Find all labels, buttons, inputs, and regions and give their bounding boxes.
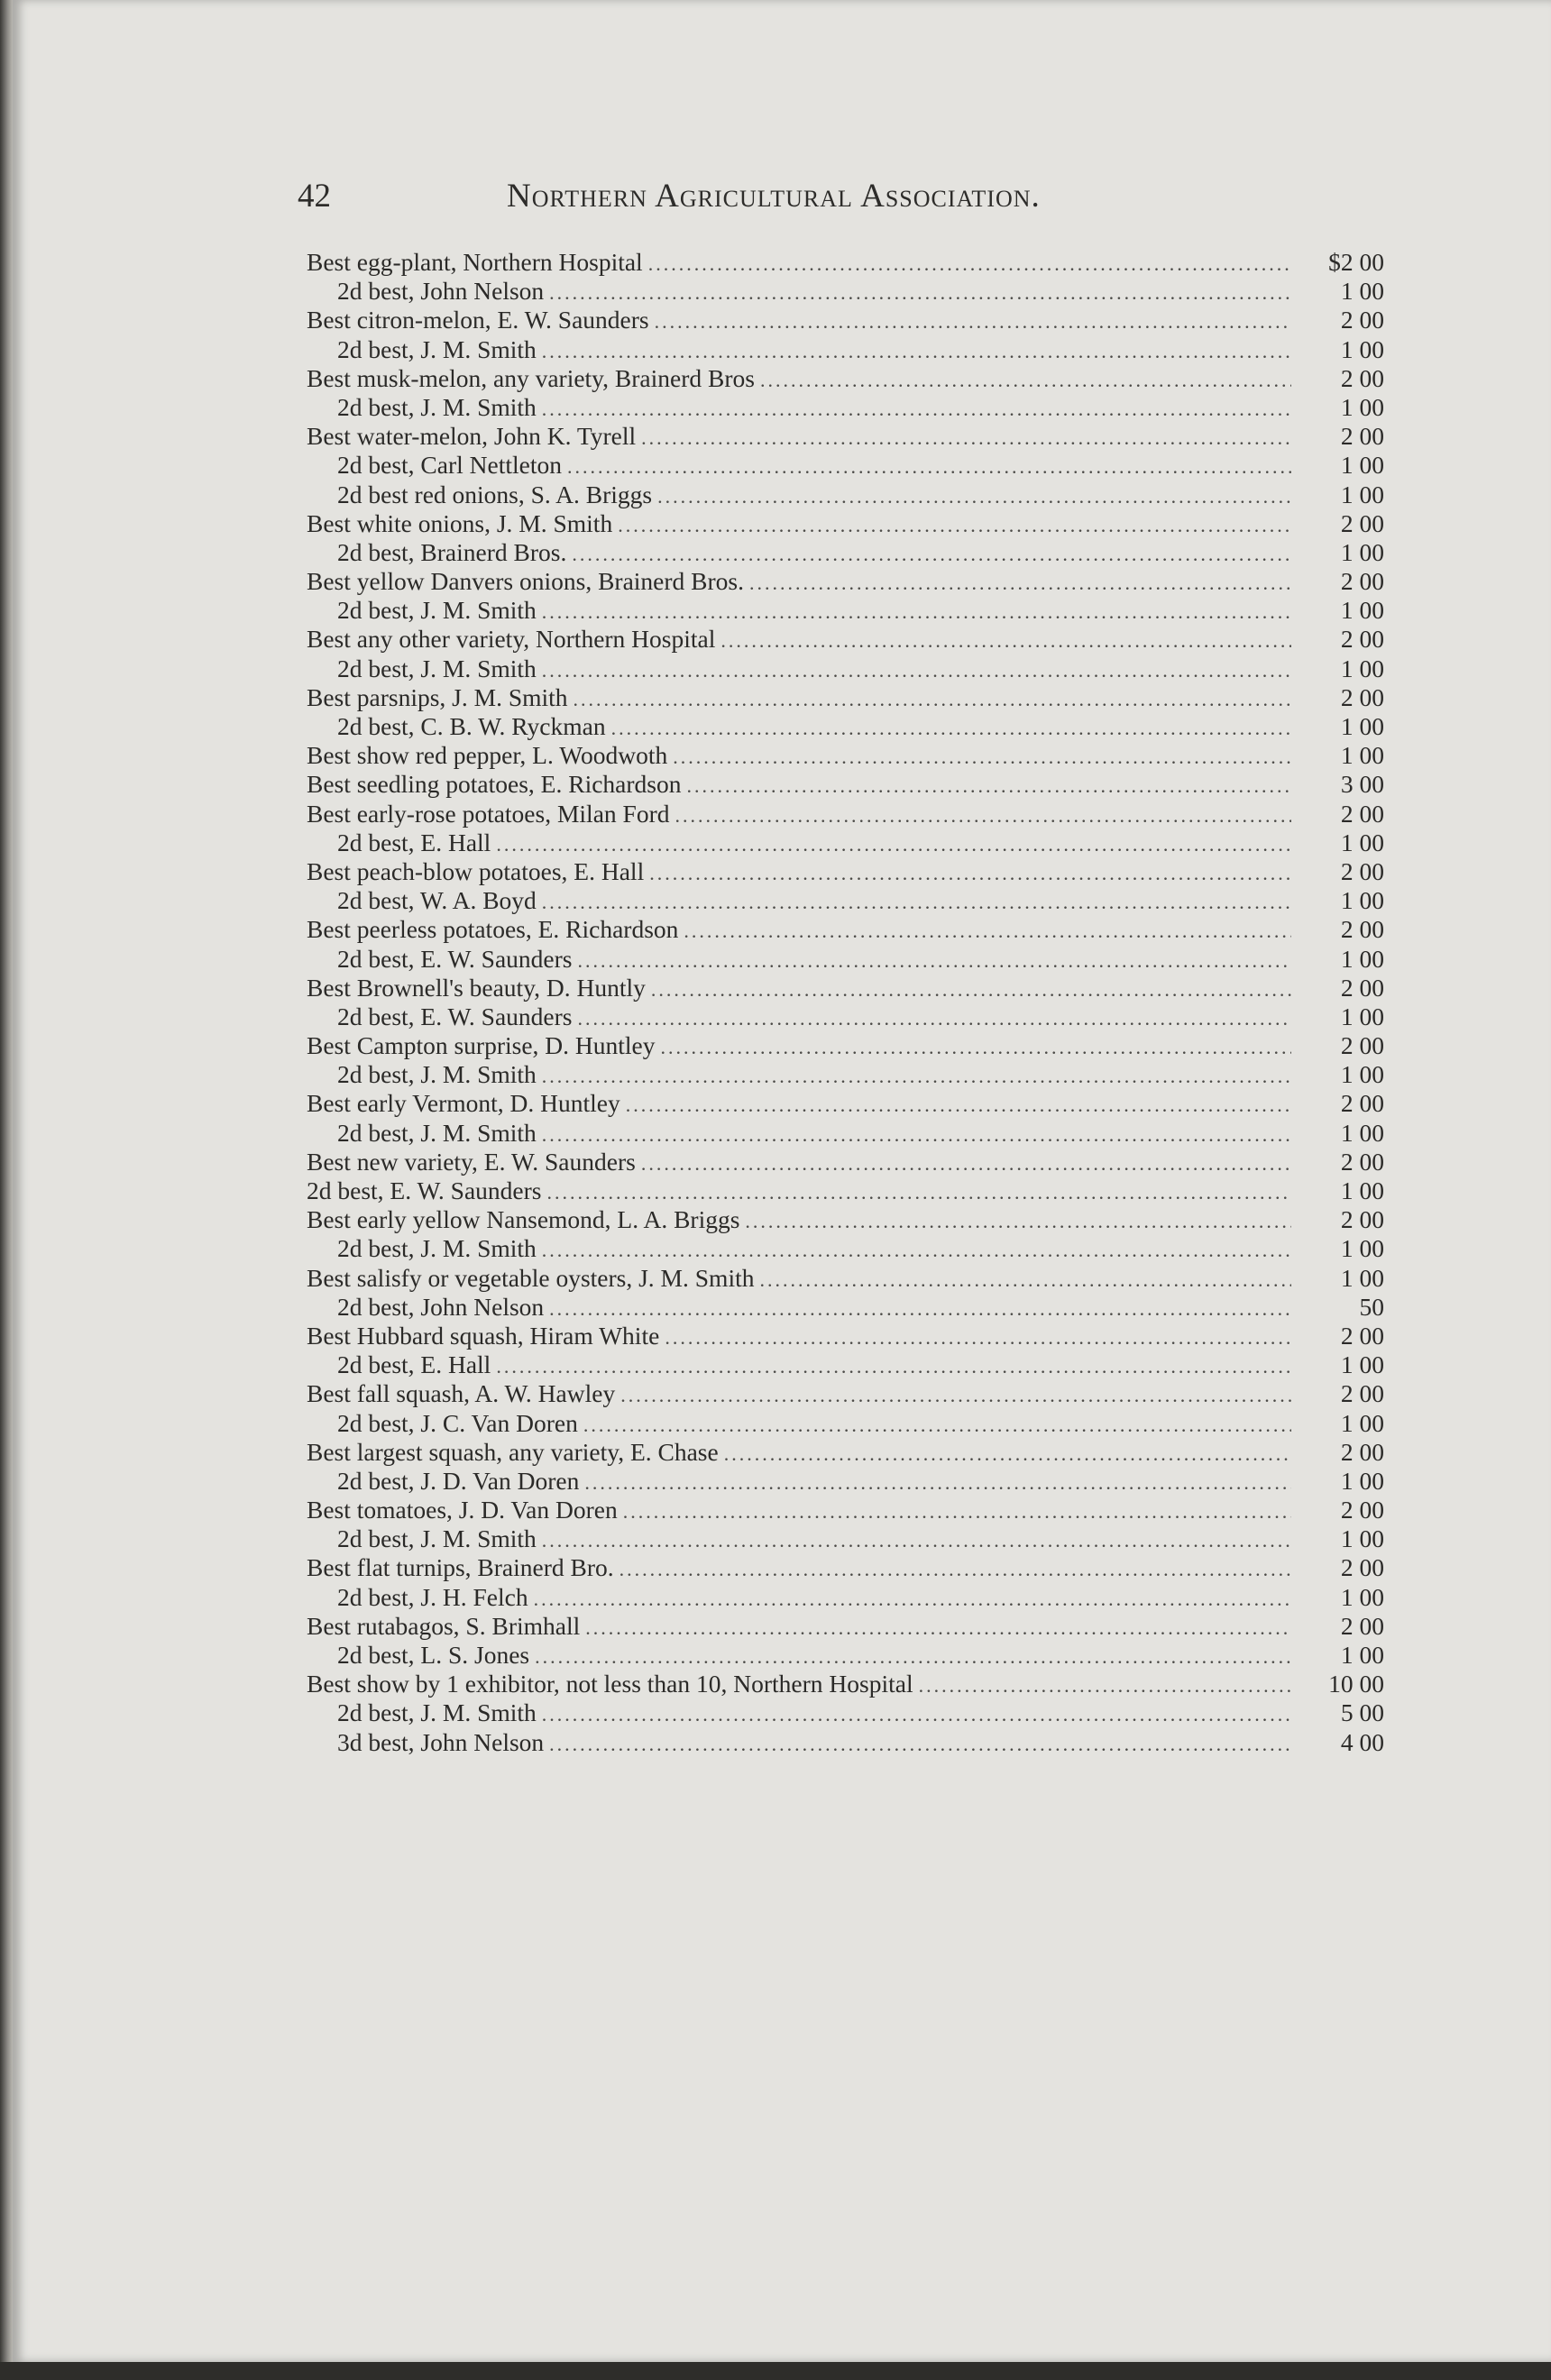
dot-leader: [760, 369, 1291, 392]
entry-label: Best peerless potatoes, E. Richardson: [307, 915, 679, 944]
entry-label: 2d best, J. M. Smith: [337, 1524, 537, 1553]
entry-amount: 3 00: [1340, 770, 1384, 799]
dot-leader: [759, 1268, 1291, 1292]
dot-leader: [496, 1355, 1291, 1378]
entry-label: 2d best, J. M. Smith: [337, 1698, 537, 1727]
entry-amount: $2 00: [1328, 248, 1384, 276]
dot-leader: [584, 1471, 1291, 1495]
premium-entry: [307, 451, 1384, 480]
entry-label: 2d best, Brainerd Bros.: [337, 537, 567, 566]
dot-leader: [574, 688, 1291, 711]
entry-amount: 1 00: [1340, 1176, 1384, 1204]
dot-leader: [651, 978, 1291, 1002]
entry-label: Best fall squash, A. W. Hawley: [307, 1379, 616, 1408]
entry-label: 2d best, J. M. Smith: [337, 334, 537, 363]
entry-label: 2d best, J. D. Van Doren: [337, 1466, 580, 1495]
entry-label: 2d best, C. B. W. Ryckman: [337, 712, 606, 740]
entry-amount: 2 00: [1340, 1496, 1384, 1524]
page-header: [298, 177, 1380, 216]
dot-leader: [534, 1588, 1291, 1611]
entry-label: Best largest squash, any variety, E. Chase: [307, 1437, 719, 1466]
premium-entry: [307, 306, 1384, 334]
entry-amount: 1 00: [1340, 480, 1384, 508]
entry-amount: 1 00: [1340, 1118, 1384, 1147]
document-page: [13, 0, 1551, 2362]
dot-leader: [542, 340, 1291, 363]
premium-entry: [307, 974, 1384, 1002]
premium-entry: [307, 277, 1384, 306]
dot-leader: [542, 891, 1291, 914]
entry-amount: 2 00: [1340, 1147, 1384, 1176]
entry-label: 2d best red onions, S. A. Briggs: [337, 480, 653, 508]
premium-entry: [307, 1234, 1384, 1263]
entry-label: Best water-melon, John K. Tyrell: [307, 422, 637, 451]
premium-entry: [307, 1002, 1384, 1031]
entry-amount: 2 00: [1340, 422, 1384, 451]
dot-leader: [542, 1529, 1291, 1552]
entry-label: 2d best, J. M. Smith: [337, 654, 537, 682]
entry-amount: 1 00: [1340, 392, 1384, 421]
entry-label: Best rutabagos, S. Brimhall: [307, 1611, 581, 1640]
premium-entry: [307, 1728, 1384, 1757]
entry-amount: 2 00: [1340, 973, 1384, 1002]
entry-amount: 1 00: [1340, 1234, 1384, 1263]
entry-label: 2d best, J. H. Felch: [337, 1582, 528, 1611]
entry-amount: 1 00: [1340, 596, 1384, 625]
premium-entry: [307, 712, 1384, 741]
entry-label: Best Campton surprise, D. Huntley: [307, 1031, 656, 1060]
premium-entry: [307, 857, 1384, 886]
dot-leader: [673, 746, 1291, 769]
entry-amount: 2 00: [1340, 1379, 1384, 1408]
dot-leader: [649, 862, 1291, 885]
entry-label: Best Brownell's beauty, D. Huntly: [307, 973, 646, 1002]
entry-label: Best early-rose potatoes, Milan Ford: [307, 799, 670, 828]
dot-leader: [549, 281, 1291, 305]
dot-leader: [542, 1123, 1291, 1147]
entry-amount: 5 00: [1340, 1698, 1384, 1727]
dot-leader: [648, 252, 1291, 276]
premium-entry: [307, 1670, 1384, 1698]
entry-label: Best flat turnips, Brainerd Bro.: [307, 1553, 614, 1582]
dot-leader: [618, 514, 1291, 537]
premium-entry: [307, 1119, 1384, 1148]
entry-label: Best early Vermont, D. Huntley: [307, 1089, 620, 1118]
dot-leader: [583, 1414, 1291, 1437]
premium-entry: [307, 654, 1384, 683]
premium-entry: [307, 1060, 1384, 1089]
premium-entry: [307, 1496, 1384, 1524]
dot-leader: [542, 1703, 1291, 1726]
entry-amount: 4 00: [1340, 1727, 1384, 1756]
entry-amount: 1 00: [1340, 1263, 1384, 1292]
entry-amount: 1 00: [1340, 537, 1384, 566]
entry-label: 2d best, J. M. Smith: [337, 1118, 537, 1147]
entry-label: Best citron-melon, E. W. Saunders: [307, 306, 649, 334]
premium-entry: [307, 596, 1384, 625]
dot-leader: [542, 600, 1291, 624]
running-title: Northern Agricultural Association.: [507, 178, 1041, 215]
dot-leader: [567, 455, 1291, 479]
dot-leader: [665, 1326, 1291, 1350]
entry-label: Best egg-plant, Northern Hospital: [307, 248, 643, 276]
entry-amount: 2 00: [1340, 567, 1384, 596]
entry-label: 2d best, E. W. Saunders: [337, 1002, 573, 1030]
premium-list: [307, 248, 1384, 1757]
premium-entry: [307, 1176, 1384, 1205]
entry-label: Best white onions, J. M. Smith: [307, 508, 613, 537]
entry-label: Best parsnips, J. M. Smith: [307, 682, 568, 711]
premium-entry: [307, 770, 1384, 799]
entry-amount: 2 00: [1340, 799, 1384, 828]
entry-label: Best tomatoes, J. D. Van Doren: [307, 1496, 618, 1524]
premium-entry: [307, 800, 1384, 828]
dot-leader: [542, 1065, 1291, 1088]
entry-amount: 2 00: [1340, 1553, 1384, 1582]
entry-amount: 50: [1359, 1292, 1384, 1321]
dot-leader: [577, 1007, 1291, 1030]
entry-label: 2d best, E. Hall: [337, 828, 491, 856]
premium-entry: [307, 1148, 1384, 1176]
premium-entry: [307, 828, 1384, 857]
dot-leader: [749, 572, 1291, 595]
premium-entry: [307, 1641, 1384, 1670]
premium-entry: [307, 248, 1384, 277]
entry-label: Best any other variety, Northern Hospital: [307, 625, 716, 654]
dot-leader: [661, 1036, 1292, 1059]
dot-leader: [611, 717, 1291, 740]
premium-entry: [307, 886, 1384, 915]
premium-entry: [307, 945, 1384, 974]
entry-amount: 1 00: [1340, 451, 1384, 480]
entry-amount: 2 00: [1340, 1437, 1384, 1466]
entry-amount: 2 00: [1340, 1611, 1384, 1640]
entry-amount: 2 00: [1340, 508, 1384, 537]
entry-label: Best show by 1 exhibitor, not less than 10, Northern Hospital: [307, 1670, 913, 1698]
premium-entry: [307, 1322, 1384, 1350]
entry-amount: 2 00: [1340, 915, 1384, 944]
dot-leader: [745, 1210, 1291, 1233]
scan-bottom-edge: [0, 2362, 1551, 2380]
premium-entry: [307, 1698, 1384, 1727]
entry-label: Best peach-blow potatoes, E. Hall: [307, 856, 645, 885]
premium-entry: [307, 1524, 1384, 1553]
entry-label: 2d best, Carl Nettleton: [337, 451, 562, 480]
premium-entry: [307, 1031, 1384, 1060]
dot-leader: [620, 1384, 1291, 1407]
premium-entry: [307, 1264, 1384, 1293]
entry-label: Best yellow Danvers onions, Brainerd Bros.: [307, 567, 744, 596]
entry-amount: 1 00: [1340, 741, 1384, 770]
dot-leader: [626, 1094, 1291, 1117]
premium-entry: [307, 364, 1384, 393]
page-number: 42: [298, 178, 331, 215]
entry-label: Best seedling potatoes, E. Richardson: [307, 770, 682, 799]
dot-leader: [572, 543, 1291, 566]
premium-entry: [307, 1438, 1384, 1467]
entry-amount: 2 00: [1340, 856, 1384, 885]
entry-amount: 1 00: [1340, 277, 1384, 306]
entry-amount: 1 00: [1340, 1002, 1384, 1030]
entry-label: 2d best, L. S. Jones: [337, 1641, 530, 1669]
dot-leader: [641, 1152, 1291, 1176]
dot-leader: [542, 659, 1291, 682]
entry-label: Best salisfy or vegetable oysters, J. M. Smith: [307, 1263, 755, 1292]
entry-label: Best show red pepper, L. Woodwoth: [307, 741, 668, 770]
premium-entry: [307, 1205, 1384, 1234]
dot-leader: [549, 1297, 1291, 1321]
entry-amount: 1 00: [1340, 1466, 1384, 1495]
entry-amount: 1 00: [1340, 828, 1384, 856]
dot-leader: [623, 1500, 1291, 1524]
entry-label: 2d best, J. M. Smith: [337, 1060, 537, 1089]
entry-amount: 2 00: [1340, 306, 1384, 334]
entry-amount: 1 00: [1340, 944, 1384, 973]
premium-entry: [307, 741, 1384, 770]
entry-amount: 1 00: [1340, 334, 1384, 363]
dot-leader: [496, 833, 1291, 856]
entry-amount: 1 00: [1340, 1524, 1384, 1553]
dot-leader: [684, 920, 1291, 943]
entry-amount: 1 00: [1340, 1060, 1384, 1089]
entry-label: 2d best, J. M. Smith: [337, 1234, 537, 1263]
premium-entry: [307, 509, 1384, 538]
dot-leader: [549, 1733, 1291, 1756]
dot-leader: [619, 1558, 1291, 1581]
entry-label: 2d best, J. M. Smith: [337, 392, 537, 421]
entry-label: 2d best, J. C. Van Doren: [337, 1408, 578, 1437]
entry-amount: 2 00: [1340, 1321, 1384, 1350]
dot-leader: [720, 629, 1291, 653]
entry-amount: 1 00: [1340, 886, 1384, 915]
entry-amount: 2 00: [1340, 1205, 1384, 1234]
premium-entry: [307, 1553, 1384, 1582]
dot-leader: [724, 1442, 1291, 1466]
dot-leader: [546, 1181, 1291, 1204]
entry-label: Best new variety, E. W. Saunders: [307, 1147, 636, 1176]
entry-amount: 2 00: [1340, 1031, 1384, 1060]
entry-amount: 2 00: [1340, 1089, 1384, 1118]
premium-entry: [307, 422, 1384, 451]
premium-entry: [307, 1293, 1384, 1322]
entry-amount: 1 00: [1340, 1641, 1384, 1669]
entry-label: 2d best, W. A. Boyd: [337, 886, 537, 915]
entry-amount: 2 00: [1340, 625, 1384, 654]
premium-entry: [307, 1583, 1384, 1612]
entry-amount: 10 00: [1328, 1670, 1384, 1698]
dot-leader: [542, 1239, 1291, 1262]
dot-leader: [919, 1674, 1291, 1698]
entry-amount: 2 00: [1340, 363, 1384, 392]
dot-leader: [675, 804, 1291, 828]
dot-leader: [657, 485, 1291, 508]
book-binding-edge: [0, 0, 13, 2380]
premium-entry: [307, 393, 1384, 422]
entry-amount: 1 00: [1340, 1408, 1384, 1437]
entry-label: Best musk-melon, any variety, Brainerd Bros: [307, 363, 755, 392]
dot-leader: [655, 310, 1291, 334]
premium-entry: [307, 1089, 1384, 1118]
dot-leader: [577, 949, 1291, 973]
premium-entry: [307, 538, 1384, 567]
dot-leader: [641, 426, 1291, 450]
entry-label: 2d best, J. M. Smith: [337, 596, 537, 625]
entry-label: 2d best, E. W. Saunders: [337, 944, 573, 973]
entry-label: Best Hubbard squash, Hiram White: [307, 1321, 660, 1350]
entry-label: Best early yellow Nansemond, L. A. Briggs: [307, 1205, 740, 1234]
premium-entry: [307, 915, 1384, 944]
premium-entry: [307, 625, 1384, 654]
premium-entry: [307, 1612, 1384, 1641]
premium-entry: [307, 1467, 1384, 1496]
entry-label: 2d best, John Nelson: [337, 1292, 545, 1321]
entry-amount: 1 00: [1340, 1350, 1384, 1379]
dot-leader: [542, 398, 1291, 421]
entry-label: 2d best, John Nelson: [337, 277, 545, 306]
dot-leader: [585, 1616, 1291, 1640]
entry-amount: 1 00: [1340, 1582, 1384, 1611]
premium-entry: [307, 481, 1384, 509]
entry-amount: 1 00: [1340, 712, 1384, 740]
premium-entry: [307, 1379, 1384, 1408]
entry-label: 3d best, John Nelson: [337, 1727, 545, 1756]
entry-amount: 2 00: [1340, 682, 1384, 711]
dot-leader: [686, 774, 1291, 798]
premium-entry: [307, 1350, 1384, 1379]
premium-entry: [307, 335, 1384, 364]
entry-label: 2d best, E. W. Saunders: [307, 1176, 542, 1204]
entry-amount: 1 00: [1340, 654, 1384, 682]
premium-entry: [307, 1409, 1384, 1438]
dot-leader: [535, 1645, 1291, 1669]
premium-entry: [307, 567, 1384, 596]
premium-entry: [307, 683, 1384, 712]
entry-label: 2d best, E. Hall: [337, 1350, 491, 1379]
